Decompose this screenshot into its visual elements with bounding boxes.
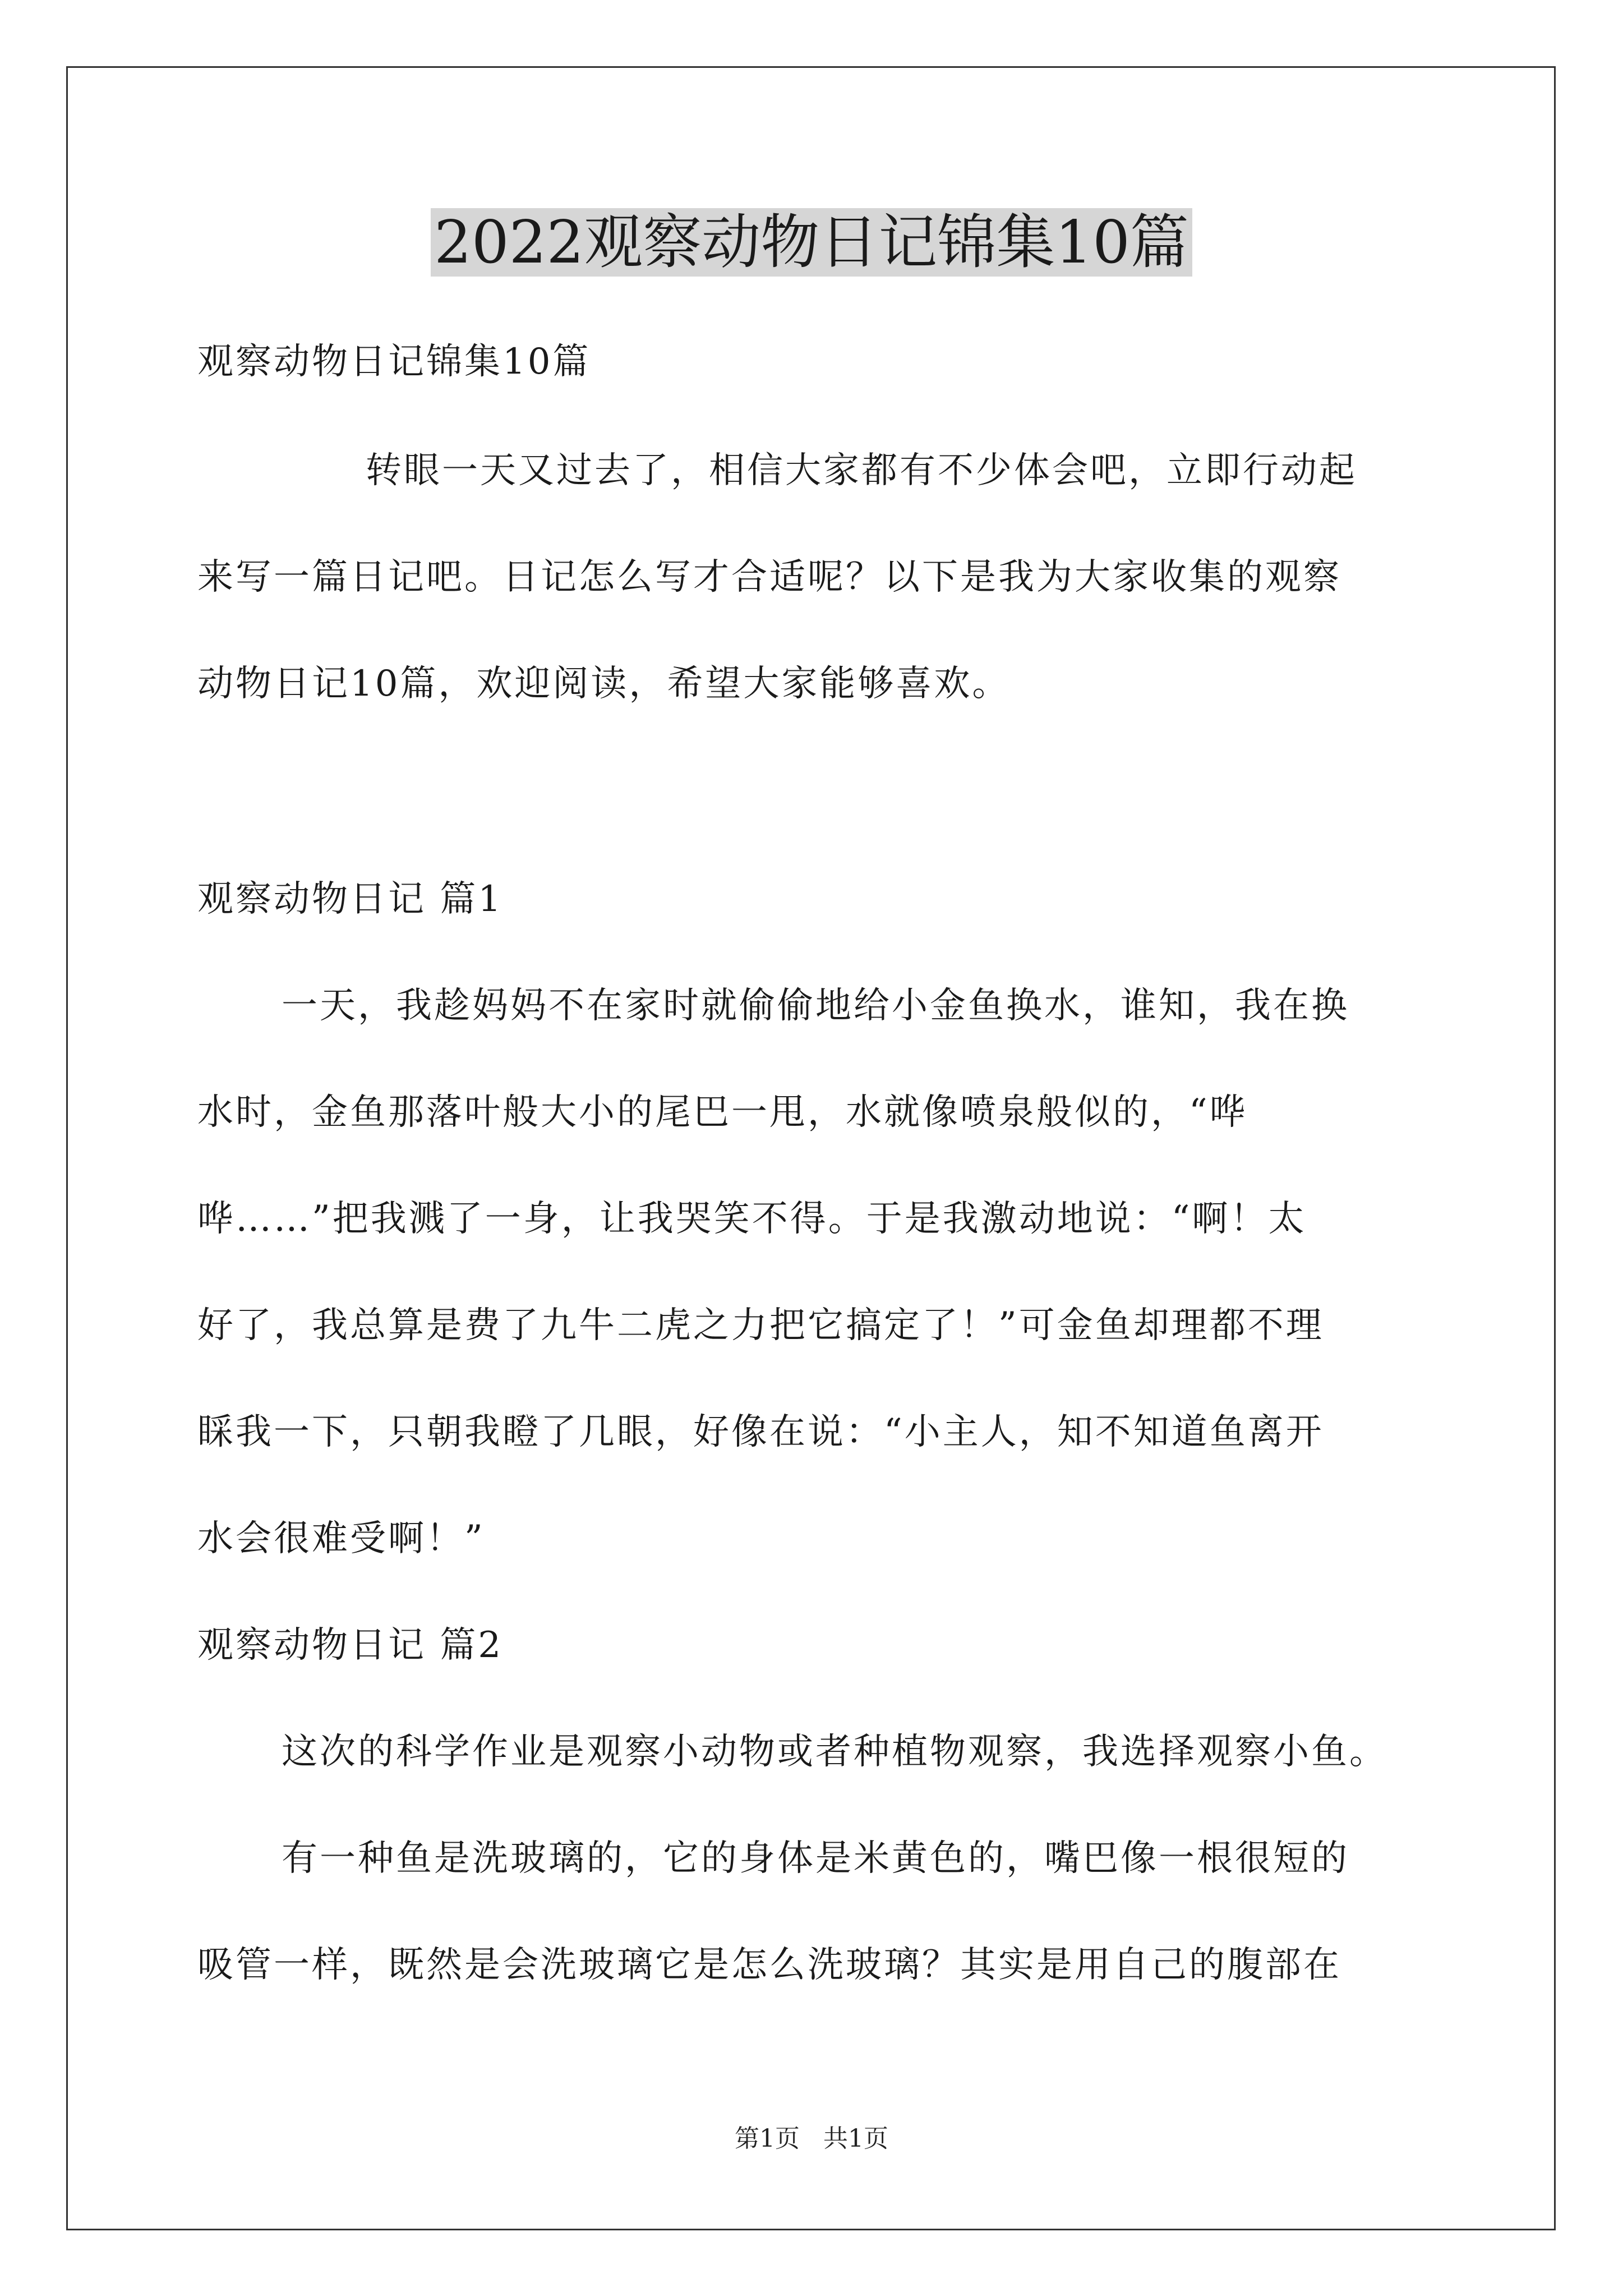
section-1-line: 睬我一下，只朝我瞪了几眼，好像在说：“小主人，知不知道鱼离开	[197, 1411, 1324, 1453]
document-subtitle: 观察动物日记锦集10篇	[197, 341, 591, 383]
intro-line: 动物日记10篇，欢迎阅读，希望大家能够喜欢。	[197, 663, 1011, 705]
section-2-line: 有一种鱼是洗玻璃的，它的身体是米黄色的，嘴巴像一根很短的	[282, 1838, 1349, 1879]
section-2-heading: 观察动物日记 篇2	[197, 1625, 504, 1666]
section-2-line: 吸管一样，既然是会洗玻璃它是怎么洗玻璃？其实是用自己的腹部在	[197, 1944, 1341, 1986]
document-title-text: 2022观察动物日记锦集10篇	[431, 208, 1192, 277]
page-footer	[0, 2118, 1623, 2154]
page-number: 第1页	[735, 2124, 800, 2153]
section-1-heading: 观察动物日记 篇1	[197, 878, 504, 920]
document-title	[0, 203, 1623, 282]
section-1-line: 水时，金鱼那落叶般大小的尾巴一甩，水就像喷泉般似的，“哗	[197, 1092, 1248, 1133]
section-1-line: 水会很难受啊！”	[197, 1518, 485, 1559]
page-border	[66, 66, 1556, 2230]
section-2-paragraph: 这次的科学作业是观察小动物或者种植物观察，我选择观察小鱼。	[282, 1731, 1387, 1773]
section-1-line: 哗……”把我溅了一身，让我哭笑不得。于是我激动地说：“啊！太	[197, 1198, 1307, 1240]
intro-line: 转眼一天又过去了，相信大家都有不少体会吧，立即行动起	[366, 450, 1357, 491]
intro-line: 来写一篇日记吧。日记怎么写才合适呢？以下是我为大家收集的观察	[197, 556, 1341, 598]
section-1-line: 一天，我趁妈妈不在家时就偷偷地给小金鱼换水，谁知，我在换	[282, 985, 1349, 1027]
page-total: 共1页	[823, 2124, 888, 2153]
section-1-line: 好了，我总算是费了九牛二虎之力把它搞定了！”可金鱼却理都不理	[197, 1305, 1324, 1346]
